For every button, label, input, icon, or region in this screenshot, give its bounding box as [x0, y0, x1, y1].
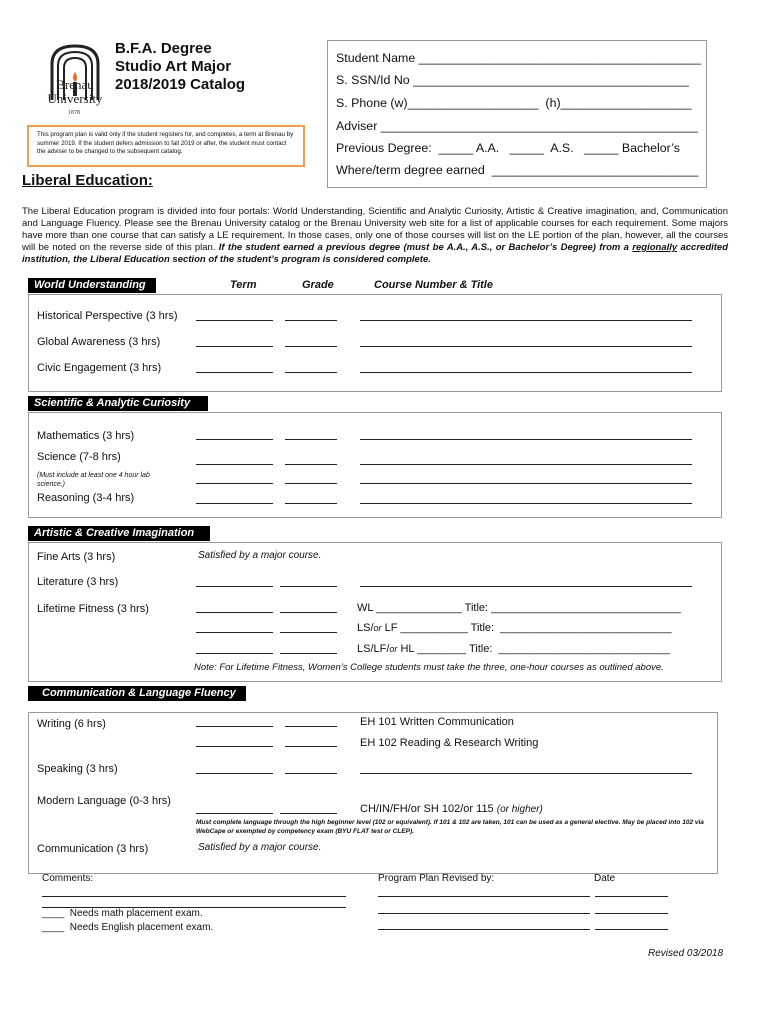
term-input[interactable]	[196, 773, 273, 774]
grade-input[interactable]	[280, 653, 337, 654]
world-understanding-band: World Understanding	[28, 278, 156, 293]
grade-input[interactable]	[280, 632, 337, 633]
science-note: (Must include at least one 4 hour lab science.)	[37, 472, 150, 488]
term-input[interactable]	[196, 483, 273, 484]
revised-by-input[interactable]	[378, 929, 590, 930]
course-input[interactable]	[360, 346, 692, 347]
term-input[interactable]	[196, 612, 273, 613]
course-input[interactable]	[360, 483, 692, 484]
term-input[interactable]	[196, 503, 273, 504]
term-input[interactable]	[196, 346, 273, 347]
communication-satisfied: Satisfied by a major course.	[198, 842, 322, 853]
revised-by-input[interactable]	[378, 913, 590, 914]
term-input[interactable]	[196, 632, 273, 633]
revision-date: Revised 03/2018	[648, 948, 724, 959]
term-input[interactable]	[196, 372, 273, 373]
lifetime-fitness-note: Note: For Lifetime Fitness, Women’s College students must take the three, one-hour courses as outlined above.	[194, 662, 664, 673]
mathematics-label: Mathematics (3 hrs)	[37, 430, 135, 442]
term-input[interactable]	[196, 726, 273, 727]
english-placement-check[interactable]: ____ Needs English placement exam.	[42, 922, 214, 933]
logo-text: Brenau University	[47, 77, 103, 106]
term-input[interactable]	[196, 464, 273, 465]
modern-language-note: Must complete language through the high beginner level (102 or equivalent). If 101 & 102 are taken, 101 can be used as a general elective. May be placed into 102 via WebCape or exempted by competency exam (BYU FLAT test or CLEP).	[196, 819, 704, 835]
term-column-header: Term	[230, 279, 257, 291]
term-input[interactable]	[196, 586, 273, 587]
page-title: B.F.A. Degree Studio Art Major 2018/2019 Catalog	[115, 40, 246, 93]
fine-arts-label: Fine Arts (3 hrs)	[37, 551, 116, 563]
date-label: Date	[594, 873, 616, 884]
term-input[interactable]	[196, 320, 273, 321]
fine-arts-satisfied: Satisfied by a major course.	[198, 550, 322, 561]
revised-by-input[interactable]	[378, 896, 590, 897]
grade-input[interactable]	[285, 320, 337, 321]
ls-lf-course-input[interactable]: LS/or LF ___________ Title: ____________________________	[357, 622, 672, 634]
course-input[interactable]	[360, 464, 692, 465]
eh101-course: EH 101 Written Communication	[360, 716, 514, 728]
course-input[interactable]	[360, 503, 692, 504]
adviser-field[interactable]: Adviser ______________________________________________	[336, 119, 698, 133]
course-input[interactable]	[360, 372, 692, 373]
modern-language-label: Modern Language (0-3 hrs)	[37, 795, 171, 807]
grade-input[interactable]	[285, 503, 337, 504]
term-input[interactable]	[196, 439, 273, 440]
grade-input[interactable]	[280, 813, 337, 814]
math-placement-check[interactable]: ____ Needs math placement exam.	[42, 908, 203, 919]
artistic-imagination-band: Artistic & Creative Imagination	[28, 526, 210, 541]
previous-degree-field[interactable]: Previous Degree: _____ A.A. _____ A.S. _____ Bachelor’s	[336, 141, 680, 155]
modern-language-course: CH/IN/FH/or SH 102/or 115 (or higher)	[360, 803, 543, 815]
communication-fluency-band: Communication & Language Fluency	[28, 686, 246, 701]
grade-input[interactable]	[285, 464, 337, 465]
literature-label: Literature (3 hrs)	[37, 576, 119, 588]
communication-label: Communication (3 hrs)	[37, 843, 149, 855]
course-input[interactable]	[360, 320, 692, 321]
lifetime-fitness-label: Lifetime Fitness (3 hrs)	[37, 603, 149, 615]
grade-input[interactable]	[285, 746, 337, 747]
grade-input[interactable]	[285, 439, 337, 440]
catalog-notice: This program plan is valid only if the student registers for, and completes, a term at Brenau by summer 2019. If the student defers admission to fall 2019 or after, the student must contact the adviser to be changed to the subsequent catalog.	[27, 125, 305, 167]
student-info-box	[327, 40, 707, 188]
date-input[interactable]	[595, 913, 668, 914]
term-input[interactable]	[196, 746, 273, 747]
revised-by-label: Program Plan Revised by:	[378, 873, 495, 884]
where-term-field[interactable]: Where/term degree earned ______________________________	[336, 163, 699, 177]
logo-year: 1878	[68, 110, 80, 116]
course-input[interactable]	[360, 773, 692, 774]
grade-column-header: Grade	[302, 279, 334, 291]
grade-input[interactable]	[280, 586, 337, 587]
grade-input[interactable]	[285, 773, 337, 774]
grade-input[interactable]	[280, 612, 337, 613]
term-input[interactable]	[196, 653, 273, 654]
scientific-curiosity-band: Scientific & Analytic Curiosity	[28, 396, 208, 411]
speaking-label: Speaking (3 hrs)	[37, 763, 118, 775]
liberal-education-intro: The Liberal Education program is divided into four portals: World Understanding, Scientific and Analytic Curiosity, Artistic & Creative imagination, and, Communication and Language Fluency. Please see the Brenau University catalog or the Brenau University web site for a list of applicable courses for each requirement. Some majors have more than one course that can satisfy a LE requirement. In those cases, only one of those courses will list on the LE portion of the plan, however, all the courses will be noted on the reverse side of this plan. If the student earned a previous degree (must be A.A., A.S., or Bachelor’s Degree) from a regionally accredited institution, the Liberal Education section of the student’s program is considered complete.	[22, 206, 729, 265]
liberal-education-heading: Liberal Education:	[22, 172, 153, 189]
science-label: Science (7-8 hrs)	[37, 451, 121, 463]
course-input[interactable]	[360, 439, 692, 440]
date-input[interactable]	[595, 896, 668, 897]
grade-input[interactable]	[285, 346, 337, 347]
ssn-field[interactable]: S. SSN/Id No ________________________________________	[336, 73, 689, 87]
comments-input[interactable]	[42, 896, 346, 897]
course-input[interactable]	[360, 586, 692, 587]
grade-input[interactable]	[285, 726, 337, 727]
global-awareness-label: Global Awareness (3 hrs)	[37, 336, 161, 348]
hl-course-input[interactable]: LS/LF/or HL ________ Title: ____________________________	[357, 643, 670, 655]
eh102-course: EH 102 Reading & Research Writing	[360, 737, 539, 749]
course-column-header: Course Number & Title	[374, 279, 493, 291]
phone-field[interactable]: S. Phone (w)___________________ (h)___________________	[336, 96, 692, 110]
student-name-field[interactable]: Student Name _________________________________________	[336, 51, 702, 65]
reasoning-label: Reasoning (3-4 hrs)	[37, 492, 135, 504]
brenau-logo	[44, 22, 106, 122]
historical-perspective-label: Historical Perspective (3 hrs)	[37, 310, 178, 322]
writing-label: Writing (6 hrs)	[37, 718, 106, 730]
civic-engagement-label: Civic Engagement (3 hrs)	[37, 362, 162, 374]
grade-input[interactable]	[285, 483, 337, 484]
term-input[interactable]	[196, 813, 273, 814]
grade-input[interactable]	[285, 372, 337, 373]
comments-label: Comments:	[42, 873, 94, 884]
date-input[interactable]	[595, 929, 668, 930]
wl-course-input[interactable]: WL ______________ Title: _______________________________	[357, 602, 681, 614]
